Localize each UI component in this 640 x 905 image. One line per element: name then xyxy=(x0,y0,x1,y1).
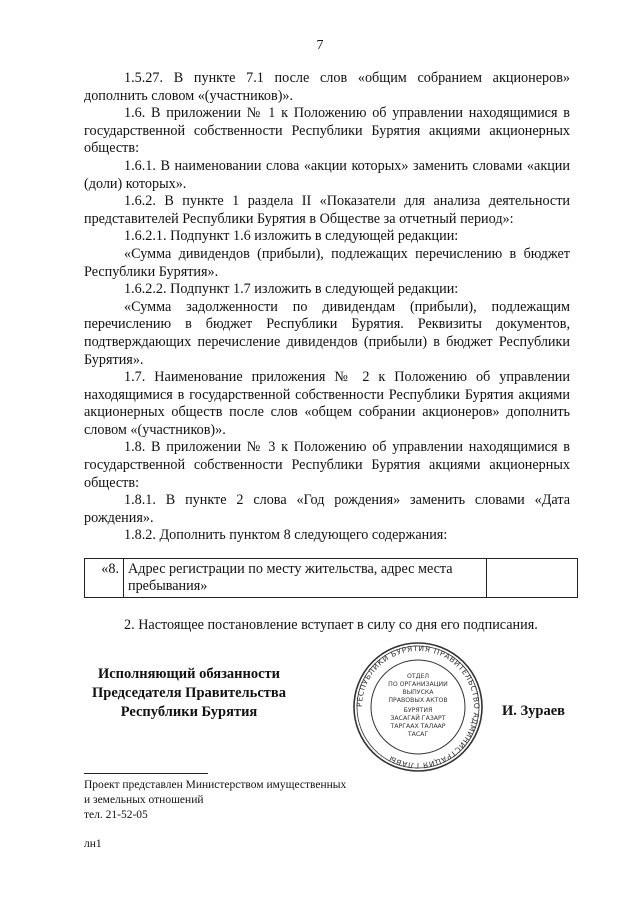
paragraph: 1.6. В приложении № 1 к Положению об управлении находящимися в государственной собственности Республики Бурятия акциями акционерных обществ: xyxy=(84,105,570,157)
seal-center-text: ТАРГААХ ТАЛААР xyxy=(390,723,446,730)
footnote-line: Проект представлен Министерством имущественных xyxy=(84,779,347,791)
seal-center-text: ЗАСАГАЙ ГАЗАРТ xyxy=(390,715,446,722)
table-cell-text: Адрес регистрации по месту жительства, адрес места пребывания» xyxy=(124,559,487,598)
seal-ring-text: РЕСПУБЛИКИ БУРЯТИЯ ПРАВИТЕЛЬСТВО АДМИНИСТРАЦИЯ ГЛАВЫ xyxy=(354,643,482,771)
seal-center-text: ПРАВОВЫХ АКТОВ xyxy=(388,697,448,704)
paragraph: 1.8.2. Дополнить пунктом 8 следующего содержания: xyxy=(124,527,448,544)
signatory-name: И. Зураев xyxy=(502,703,566,719)
footnote-line: лн1 xyxy=(84,838,102,850)
seal-center-text: ПО ОРГАНИЗАЦИИ xyxy=(388,681,448,688)
signatory-title-line: Республики Бурятия xyxy=(120,704,258,720)
paragraph: 1.8. В приложении № 3 к Положению об управлении находящимися в государственной собственности Республики Бурятия акциями акционерных обществ: xyxy=(84,439,570,491)
signatory-title-line: Председателя Правительства xyxy=(92,685,286,701)
table-cell-number: «8. xyxy=(85,559,124,598)
seal-center-text: БУРЯТИЯ xyxy=(403,707,433,714)
seal-center-text: ТАСАГ xyxy=(407,731,429,738)
closing-statement: 2. Настоящее постановление вступает в силу со дня его подписания. xyxy=(124,617,538,633)
seal-center-text: ОТДЕЛ xyxy=(406,673,430,680)
document-body xyxy=(84,70,570,545)
footnote-divider xyxy=(84,773,208,774)
paragraph: 1.5.27. В пункте 7.1 после слов «общим собранием акционеров» дополнить словом «(участников)». xyxy=(84,70,570,104)
amendment-table xyxy=(84,558,578,598)
table-row xyxy=(85,559,578,598)
paragraph: 1.6.2.2. Подпункт 1.7 изложить в следующей редакции: xyxy=(124,281,459,298)
footnote-line: тел. 21-52-05 xyxy=(84,809,148,821)
paragraph: «Сумма дивидендов (прибыли), подлежащих перечислению в бюджет Республики Бурятия». xyxy=(84,245,570,280)
table-cell-empty xyxy=(487,559,578,598)
paragraph: 1.8.1. В пункте 2 слова «Год рождения» заменить словами «Дата рождения». xyxy=(84,492,570,526)
paragraph: 1.7. Наименование приложения № 2 к Положению об управлении находящимися в государственной собственности Республики Бурятия акциями акционерных обществ после слов «общем собрании акционеров» дополнить словом «(участников)». xyxy=(84,369,570,438)
footnote-line: и земельных отношений xyxy=(84,794,204,806)
official-seal xyxy=(343,640,493,775)
signatory-title xyxy=(84,665,294,722)
seal-center-text: ВЫПУСКА xyxy=(402,689,434,696)
paragraph: 1.6.2. В пункте 1 раздела II «Показатели для анализа деятельности представителей Республики Бурятия в Обществе за отчетный период»: xyxy=(84,193,570,227)
page-number: 7 xyxy=(316,38,324,53)
paragraph: 1.6.2.1. Подпункт 1.6 изложить в следующей редакции: xyxy=(124,228,459,245)
footnote xyxy=(84,778,444,852)
paragraph: 1.6.1. В наименовании слова «акции которых» заменить словами «акции (доли) которых». xyxy=(84,157,570,192)
paragraph: «Сумма задолженности по дивидендам (прибыли), подлежащим перечислению в бюджет Республики Бурятия. Реквизиты документов, подтверждающих перечисление дивидендов (прибыли) в бюджет Республики Бурятия». xyxy=(84,298,570,368)
signatory-title-line: Исполняющий обязанности xyxy=(97,666,281,682)
